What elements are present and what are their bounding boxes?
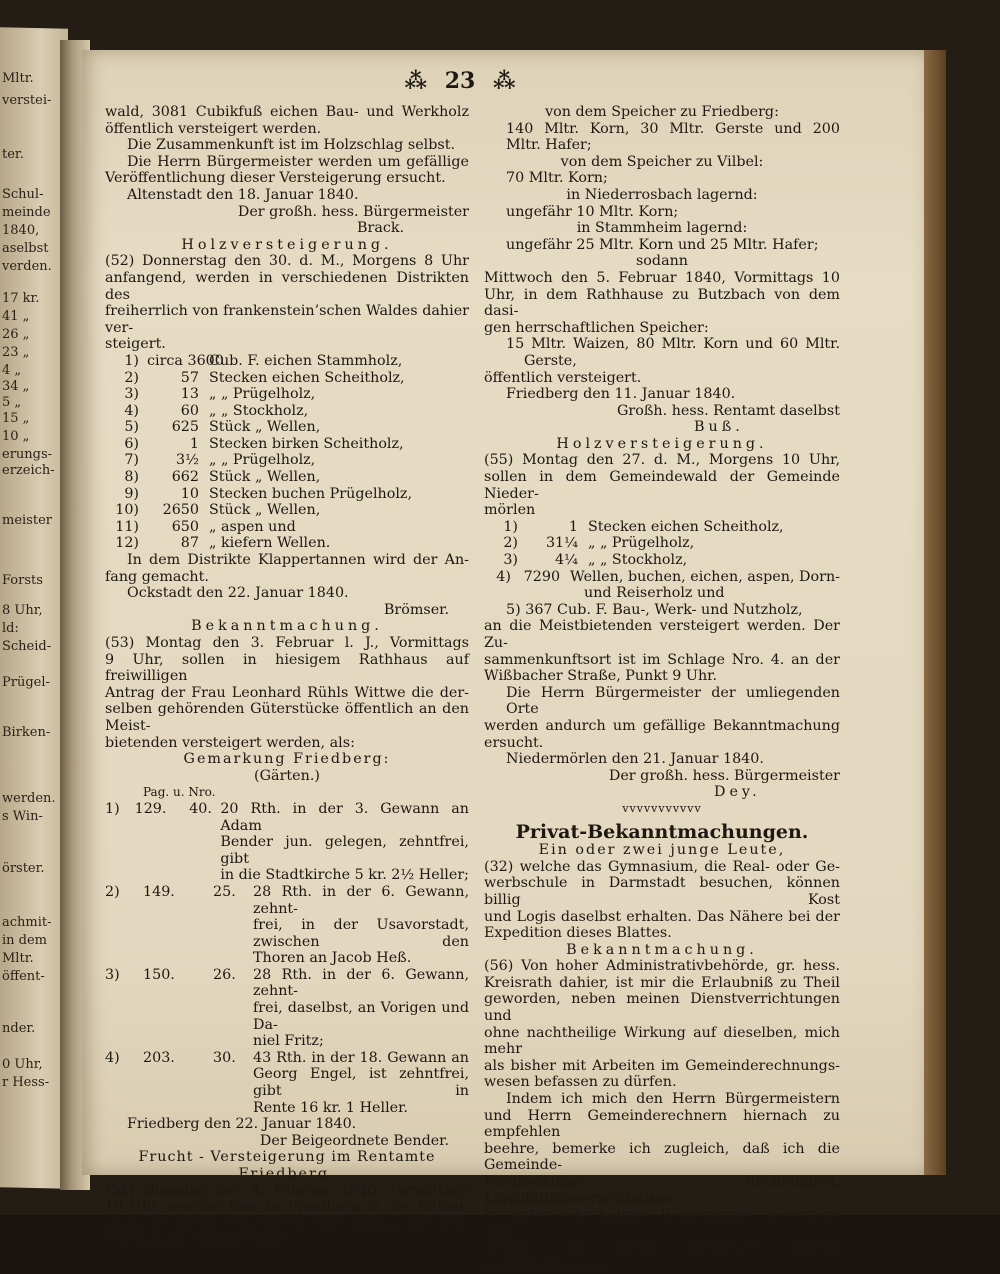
lot-number: 8) (124, 469, 139, 486)
place-date: Friedberg den 11. Januar 1840. (506, 386, 736, 403)
page-header (400, 68, 520, 94)
plot-description-line: Bender jun. gelegen, zehntfrei, gibt (220, 834, 469, 867)
text-line: 15 Mltr. Waizen, 80 Mltr. Korn und 60 Mltr. (506, 336, 840, 353)
plot-number: 4) (105, 1049, 120, 1066)
page-number: 23 (444, 68, 476, 94)
text-line: beehre, bemerke ich zugleich, daß ich die Gemeinde- (484, 1140, 840, 1174)
margin-fragment: verstei- (2, 93, 52, 108)
text-line: und Reiserholz und (584, 585, 725, 602)
lot-description: „ „ Prügelholz, (209, 452, 316, 469)
plot-number: 3) (105, 966, 120, 983)
text-line: Mittwoch den 5. Februar 1840, Vormittags 10 (484, 269, 840, 286)
place-date: Friedberg den 22. Januar 1840. (127, 1116, 357, 1133)
section-heading: Holzversteigerung. (556, 435, 768, 452)
plot-no: 25. (213, 883, 236, 900)
signature-name: Der Beigeordnete Bender. (259, 1132, 449, 1149)
margin-fragment: 8 Uhr, (2, 603, 43, 618)
text-line: von dem Speicher zu Friedberg: (545, 104, 779, 120)
plot-description-line: Georg Engel, ist zehntfrei, gibt in (253, 1066, 469, 1100)
margin-fragment: 15 „ (2, 411, 30, 426)
signature-title: Der großh. hess. Bürgermeister (237, 203, 469, 220)
margin-fragment: in dem (2, 933, 48, 948)
margin-fragment: aselbst (2, 241, 49, 256)
lot-quantity: 1 (189, 435, 199, 452)
margin-fragment: erungs- (2, 447, 53, 462)
text-line: in Stammheim lagernd: (576, 220, 748, 237)
text-line: Gerste, (524, 352, 577, 369)
text-line: selben gehörenden Güterstücke öffentlich an den Meist- (105, 701, 469, 734)
text-line: ehemaligen Mainzerthore (105, 1232, 293, 1249)
margin-fragment: 5 „ (2, 395, 22, 410)
plot-no: 40. (189, 800, 212, 817)
lot-list (484, 519, 840, 585)
right-column (484, 104, 840, 1274)
margin-fragment: meister (2, 513, 52, 528)
lot-quantity: 57 (180, 369, 199, 386)
lot-quantity: 625 (171, 419, 199, 436)
margin-fragment: Mltr. (2, 71, 34, 86)
text-line: 70 Mltr. Korn; (506, 170, 608, 187)
text-line: von dem Speicher zu Vilbel: (560, 153, 764, 170)
lot-item (105, 370, 469, 387)
lot-description: „ „ Stockholz, (209, 402, 309, 419)
lot-description: Stück „ Wellen, (209, 469, 321, 486)
text-line: anfangend, werden in verschiedenen Distrikten des (105, 269, 469, 303)
margin-fragment: werden. (2, 791, 56, 806)
plot-description-line: 28 Rth. in der 6. Gewann, zehnt- (253, 883, 469, 917)
lot-item (105, 452, 469, 469)
section-heading: Bekanntmachung. (566, 941, 758, 958)
text-line: Mltr. Hafer; (506, 137, 592, 154)
lot-description: Wellen, buchen, eichen, aspen, Dorn- (570, 568, 840, 585)
lot-description: „ aspen und (209, 518, 296, 535)
text-line: nehme ich meine Honorare hierfür bedingungsweise (484, 1240, 840, 1273)
text-line: Uhr, in dem Rathhause zu Butzbach von dem dasi- (484, 286, 840, 320)
margin-fragment: verden. (2, 259, 52, 274)
margin-fragment: meinde (2, 205, 51, 220)
section-heading: Frucht - Versteigerung im Rentamte (138, 1149, 436, 1166)
signature-title: Großh. hess. Rentamt daselbst (617, 402, 840, 419)
text-line: öffentlich versteigert. (484, 369, 642, 386)
section-heading: Friedberg. (238, 1166, 336, 1182)
lot-number: 9) (124, 485, 139, 502)
section-heading: Bekanntmachung. (191, 618, 383, 635)
lot-quantity: 4¼ (555, 552, 578, 569)
lot-item (105, 519, 469, 536)
plot-description-line: 43 Rth. in der 18. Gewann an (253, 1049, 469, 1066)
margin-fragment: 34 „ (2, 379, 30, 394)
lot-description: Stecken buchen Prügelholz, (209, 485, 412, 502)
place-date: Altenstadt den 18. Januar 1840. (127, 186, 359, 203)
plot-description-line: in die Stadtkirche 5 kr. 2½ Heller; (220, 867, 469, 884)
margin-fragment: Scheid- (2, 639, 52, 654)
signature-name: Dey. (714, 784, 761, 801)
margin-fragment: 17 kr. (2, 291, 40, 306)
plot-item (105, 884, 469, 967)
lot-number: 2) (503, 535, 518, 552)
margin-fragment: 26 „ (2, 327, 30, 342)
lot-item (105, 403, 469, 420)
lot-description: Stecken birken Scheitholz, (209, 435, 404, 452)
lot-item (484, 519, 840, 536)
lot-item (105, 353, 469, 370)
plot-number: 1) (105, 800, 120, 817)
margin-fragment: 41 „ (2, 309, 30, 324)
signature-name: Brömser. (383, 601, 449, 618)
text-line: Kreisrath dahier, ist mir die Erlaubniß zu Theil (484, 974, 840, 991)
lot-quantity: 7290 (523, 568, 561, 585)
lot-quantity: 2650 (162, 502, 199, 519)
lot-quantity: 10 (180, 485, 199, 502)
lot-item (105, 386, 469, 403)
lot-quantity: 650 (171, 518, 199, 535)
lot-description: „ kiefern Wellen. (209, 535, 331, 552)
text-line: gen herrschaftlichen Speicher: (484, 319, 709, 336)
text-line: wesen befassen zu dürfen. (484, 1074, 677, 1091)
text-line: (54) Dienstag den 4. Februar 1840, Vormittags (105, 1182, 469, 1199)
text-line: 9 Uhr, sollen in hiesigem Rathhaus auf freiwilligen (105, 651, 469, 685)
lot-description: Stecken eichen Scheitholz, (209, 369, 405, 386)
text-line: rc. unter sehr billigen Bedingungen aussertige und (484, 1207, 840, 1240)
lot-number: 2) (124, 369, 139, 386)
lot-number: 7) (124, 452, 139, 469)
lot-description: „ „ Prügelholz, (209, 386, 316, 403)
text-line: ungefähr 25 Mltr. Korn und 25 Mltr. Hafer; (506, 236, 819, 253)
margin-fragment: Mltr. (2, 951, 34, 966)
place-date: Niedermörlen den 21. Januar 1840. (506, 751, 764, 768)
signature-title: Der großh. hess. Bürgermeister (608, 767, 840, 784)
column-header: Pag. u. Nro. (143, 785, 216, 800)
text-line: Die Herrn Bürgermeister der umliegenden Orte (506, 684, 840, 718)
text-line: (55) Montag den 27. d. M., Morgens 10 Uhr, (484, 452, 840, 469)
lot-description: „ „ Stockholz, (588, 552, 688, 569)
lot-quantity: 662 (171, 469, 199, 486)
lot-quantity: 31¼ (545, 535, 578, 552)
plot-no: 30. (213, 1049, 236, 1066)
lot-number: 1) (124, 352, 139, 369)
lot-item (105, 486, 469, 503)
text-line: Antrag der Frau Leonhard Rühls Wittwe die der- (105, 684, 469, 701)
lot-item (484, 552, 840, 569)
lot-quantity: 60 (180, 402, 199, 419)
text-line: fang gemacht. (105, 568, 209, 585)
text-line: Indem ich mich den Herrn Bürgermeistern (506, 1091, 840, 1108)
text-line: 140 Mltr. Korn, 30 Mltr. Gerste und 200 (506, 120, 840, 137)
text-line: als bisher mit Arbeiten im Gemeinderechnungs- (484, 1057, 840, 1074)
margin-fragment: s Win- (2, 809, 43, 824)
text-line: sollen in dem Gemeindewald der Gemeinde Nieder- (484, 469, 840, 502)
margin-fragment: Prügel- (2, 675, 50, 690)
subheading: Gemarkung Friedberg: (183, 751, 391, 768)
text-line: sodann (635, 253, 689, 270)
text-line: sammenkunftsort ist im Schlage Nro. 4. an der (484, 651, 840, 668)
text-line: 5) 367 Cub. F. Bau-, Werk- und Nutzholz, (506, 601, 803, 618)
lot-quantity: circa 3600 (147, 352, 224, 369)
margin-fragment: 0 Uhr, (2, 1057, 43, 1072)
margin-fragment: öffent- (2, 969, 45, 984)
text-line: (53) Montag den 3. Februar l. J., Vormittags (105, 635, 469, 651)
margin-fragment: 23 „ (2, 345, 30, 360)
subheading: (Gärten.) (254, 767, 320, 784)
text-line: (52) Donnerstag den 30. d. M., Morgens 8 Uhr (105, 253, 469, 270)
lot-description: Stecken eichen Scheitholz, (588, 518, 784, 535)
lot-number: 11) (115, 518, 139, 535)
text-line: 10 Uhr, werden hier zu Friedberg in der Behau- (105, 1199, 469, 1216)
margin-fragment: Forsts (2, 573, 43, 588)
text-line: (56) Von hoher Administrativbehörde, gr. hess. (484, 958, 840, 975)
margin-fragment: ter. (2, 147, 24, 162)
margin-fragment: 1840, (2, 223, 40, 238)
margin-fragment: ld: (2, 621, 19, 636)
plot-page: 129. (134, 800, 167, 817)
lot-number: 4) (124, 402, 139, 419)
lot-quantity: 87 (180, 535, 199, 552)
margin-fragment: 10 „ (2, 429, 30, 444)
lot-item (484, 535, 840, 552)
header-ornament-right-icon: ⁂ (492, 68, 516, 94)
margin-fragment: Birken- (2, 725, 51, 740)
plot-description (220, 801, 469, 884)
text-line: freiherrlich von frankenstein’schen Waldes dahier ver- (105, 303, 469, 336)
margin-fragment: Schul- (2, 187, 44, 202)
text-line: und Herrn Gemeinderechnern hiernach zu empfehlen (484, 1107, 840, 1141)
plot-description (253, 1050, 469, 1116)
text-line: sung des Herrn Gastwirths Hieronymus vor dem (105, 1215, 469, 1232)
text-line: ungefähr 10 Mltr. Korn; (506, 203, 679, 220)
plot-description (253, 967, 469, 1050)
lot-item (105, 436, 469, 453)
text-line: an die Meistbietenden versteigert werden. Der Zu- (484, 618, 840, 651)
section-title: Privat-Bekanntmachungen. (515, 820, 809, 843)
plot-description-line: 20 Rth. in der 3. Gewann an Adam (220, 800, 469, 834)
text-line: In dem Distrikte Klappertannen wird der An- (127, 552, 469, 569)
plot-page: 203. (143, 1049, 175, 1066)
lot-number: 5) (124, 419, 139, 436)
plot-item (105, 801, 469, 884)
text-line: werden andurch um gefällige Bekanntmachung ersucht. (484, 717, 840, 751)
text-line: (32) welche das Gymnasium, die Real- oder Ge- (484, 858, 840, 875)
lot-description: Stück „ Wellen, (209, 419, 321, 436)
text-line: Die Zusammenkunft ist im Holzschlag selbst. (127, 137, 456, 154)
text-line: steigert. (105, 336, 166, 353)
text-line: wald, 3081 Cubikfuß eichen Bau- und Werkholz (105, 104, 469, 120)
lot-item (105, 469, 469, 486)
lot-item (105, 502, 469, 519)
lot-number: 3) (124, 386, 139, 403)
text-line: Wißbacher Straße, Punkt 9 Uhr. (484, 668, 717, 685)
lot-number: 12) (115, 535, 139, 552)
place-date: Ockstadt den 22. Januar 1840. (127, 585, 349, 602)
margin-fragment: erzeich- (2, 463, 55, 478)
plot-list (105, 801, 469, 1116)
signature-name: Brack. (357, 220, 405, 237)
margin-fragment: nder. (2, 1021, 36, 1036)
margin-fragment: r Hess- (2, 1075, 50, 1090)
lot-number: 1) (503, 518, 518, 535)
book-cover-edge (924, 50, 946, 1175)
plot-description-line: niel Fritz; (253, 1033, 324, 1050)
lot-number: 10) (115, 502, 139, 519)
plot-page: 149. (143, 883, 175, 900)
plot-description (253, 884, 469, 967)
subheading: Ein oder zwei junge Leute, (538, 842, 786, 859)
lot-quantity: 3½ (176, 452, 199, 469)
text-line: ohne nachtheilige Wirkung auf dieselben, mich mehr (484, 1024, 840, 1058)
plot-description-line: Rente 16 kr. 1 Heller. (253, 1099, 408, 1116)
lot-list (105, 353, 469, 552)
text-line: Voranschläge, Rechnungen, Liquidationsverzeichnisse (484, 1174, 840, 1207)
plot-page: 150. (143, 966, 175, 983)
plot-description-line: Thoren an Jacob Heß. (253, 950, 412, 967)
margin-fragment: achmit- (2, 915, 52, 930)
lot-number: 4) (496, 568, 511, 585)
text-line: und Logis daselbst erhalten. Das Nähere bei der (484, 908, 840, 925)
lot-description: „ „ Prügelholz, (588, 535, 695, 552)
text-line: Die Herrn Bürgermeister werden um gefällige (127, 153, 469, 170)
text-line: in Niederrosbach lagernd: (566, 186, 758, 203)
header-ornament-left-icon: ⁂ (404, 68, 428, 94)
text-line: geworden, neben meinen Dienstverrichtungen und (484, 991, 840, 1025)
margin-fragment: 4 „ (2, 363, 22, 378)
divider-ornament: vvvvvvvvvvv (622, 801, 702, 815)
margin-fragment: örster. (2, 861, 45, 876)
lot-quantity: 1 (568, 518, 578, 535)
plot-item (105, 1050, 469, 1116)
text-line: Veröffentlichung dieser Versteigerung ersucht. (105, 170, 446, 187)
left-column (105, 104, 469, 1249)
section-heading: Holzversteigerung. (181, 236, 393, 253)
lot-quantity: 13 (180, 386, 199, 403)
signature-name: Buß. (694, 419, 744, 436)
text-line: öffentlich versteigert werden. (105, 120, 322, 137)
lot-description: Cub. F. eichen Stammholz, (209, 352, 403, 369)
plot-number: 2) (105, 883, 120, 900)
plot-description-line: 28 Rth. in der 6. Gewann, zehnt- (253, 966, 469, 1000)
lot-item (484, 569, 840, 586)
text-line: bietenden versteigert werden, als: (105, 734, 355, 751)
lot-number: 3) (503, 552, 518, 569)
plot-description-line: frei, in der Usavorstadt, zwischen den (253, 917, 469, 950)
text-line: Expedition dieses Blattes. (484, 925, 672, 942)
plot-no: 26. (213, 966, 236, 983)
lot-number: 6) (124, 435, 139, 452)
plot-description-line: frei, daselbst, an Vorigen und Da- (253, 1000, 469, 1033)
lot-item (105, 419, 469, 436)
lot-item (105, 535, 469, 552)
text-line: mörlen (484, 502, 536, 519)
text-line: werbschule in Darmstadt besuchen, können billig Kost (484, 875, 840, 908)
plot-item (105, 967, 469, 1050)
lot-description: Stück „ Wellen, (209, 502, 321, 519)
